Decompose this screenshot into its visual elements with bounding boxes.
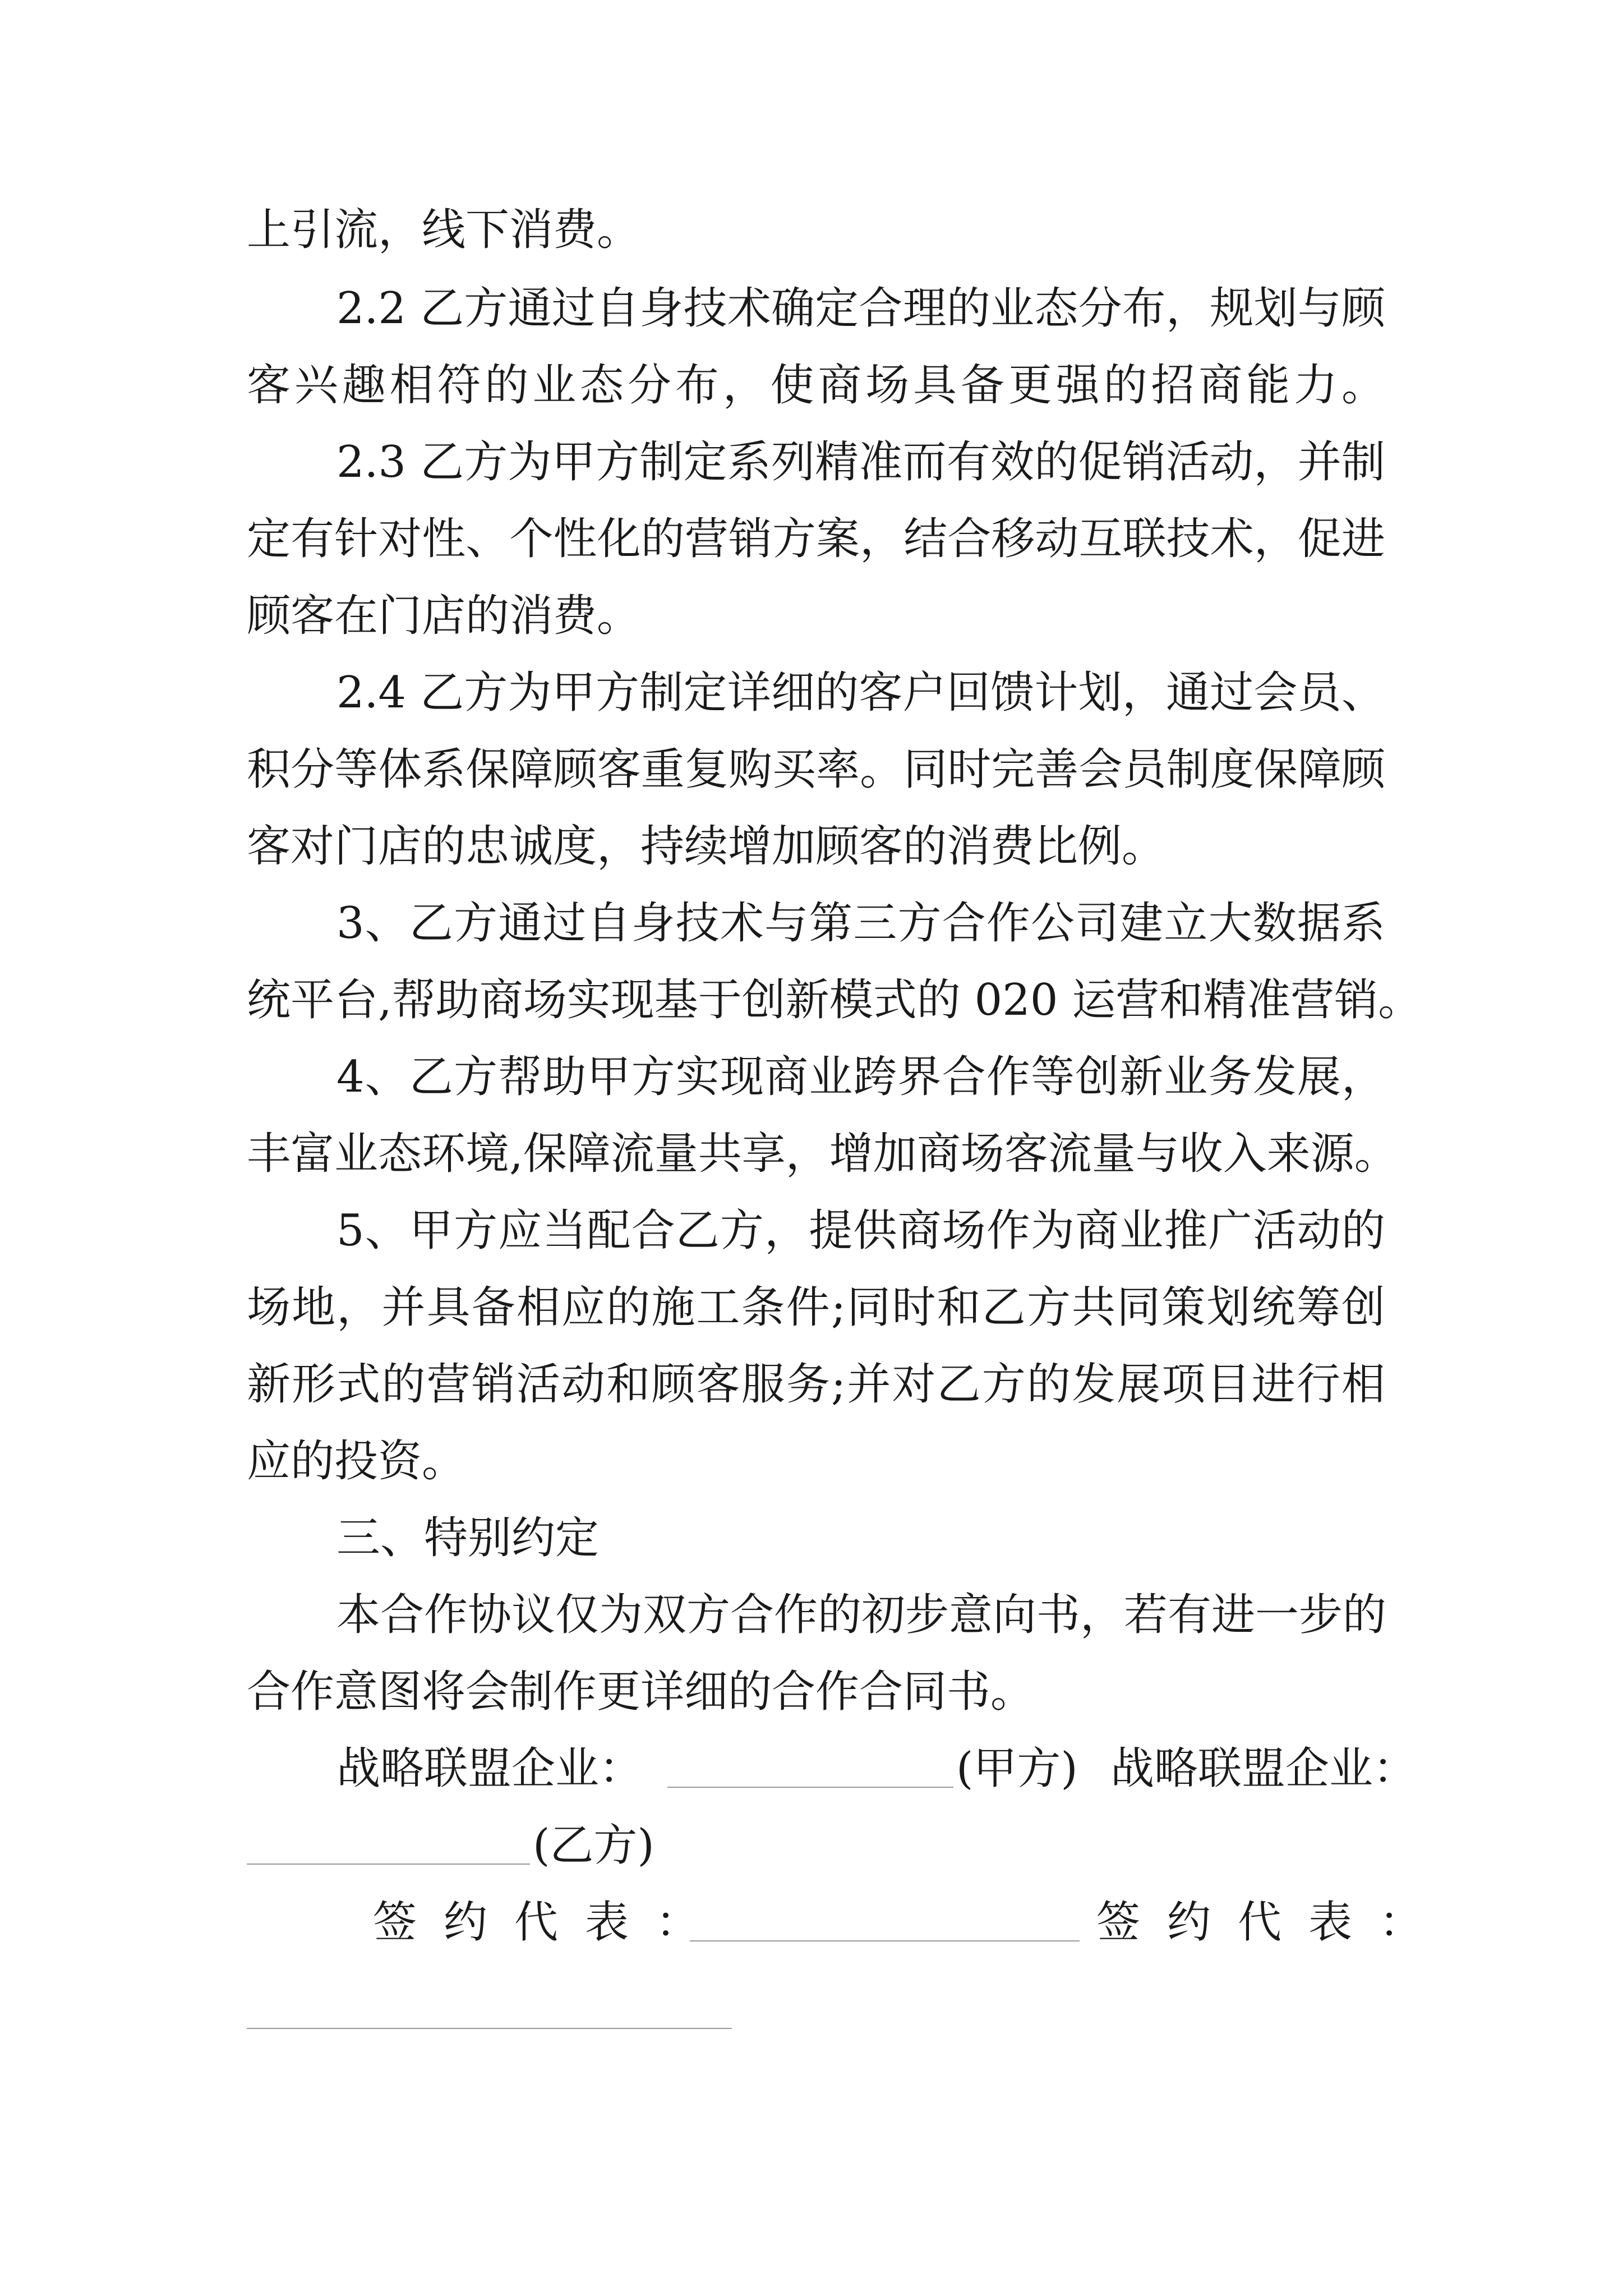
paragraph-line: 2.3 乙方为甲方制定系列精准而有效的促销活动，并制 <box>336 437 1385 487</box>
paragraph-line: 定有针对性、个性化的营销方案，结合移动互联技术，促进 <box>247 514 1385 564</box>
rep-a-signature-blank[interactable] <box>690 1940 1080 1941</box>
paragraph-line: 客兴趣相符的业态分布，使商场具备更强的招商能力。 <box>247 360 1385 411</box>
paragraph-line: 本合作协议仅为双方合作的初步意向书，若有进一步的 <box>336 1590 1387 1640</box>
paragraph-line: 新形式的营销活动和顾客服务;并对乙方的发展项目进行相 <box>247 1359 1385 1410</box>
party-a-suffix: (甲方) <box>956 1743 1078 1794</box>
paragraph-line: 应的投资。 <box>247 1436 466 1487</box>
enterprise-label-b: 战略联盟企业： <box>1110 1743 1417 1794</box>
section-heading: 三、特别约定 <box>336 1513 600 1563</box>
rep-label-a: 签约代表： <box>373 1897 727 1948</box>
party-b-suffix: (乙方) <box>533 1820 654 1871</box>
paragraph-line: 丰富业态环境,保障流量共享，增加商场客流量与收入来源。 <box>247 1129 1398 1179</box>
paragraph-line: 3、乙方通过自身技术与第三方合作公司建立大数据系 <box>336 898 1385 949</box>
paragraph-line: 5、甲方应当配合乙方，提供商场作为商业推广活动的 <box>336 1205 1385 1256</box>
paragraph-line: 场地，并具备相应的施工条件;同时和乙方共同策划统筹创 <box>247 1282 1385 1333</box>
paragraph-line: 4、乙方帮助甲方实现商业跨界合作等创新业务发展， <box>336 1052 1385 1102</box>
paragraph-line: 积分等体系保障顾客重复购买率。同时完善会员制度保障顾 <box>247 744 1385 795</box>
paragraph-line: 合作意图将会制作更详细的合作合同书。 <box>247 1667 1035 1717</box>
paragraph-line: 客对门店的忠诚度，持续增加顾客的消费比例。 <box>247 821 1166 872</box>
enterprise-label-a: 战略联盟企业： <box>336 1743 643 1794</box>
party-b-name-blank[interactable] <box>247 1864 530 1865</box>
paragraph-line: 上引流，线下消费。 <box>247 205 641 255</box>
rep-b-signature-blank[interactable] <box>247 2028 732 2029</box>
paragraph-line: 统平台,帮助商场实现基于创新模式的 020 运营和精准营销。 <box>247 975 1422 1025</box>
paragraph-line: 2.2 乙方通过自身技术确定合理的业态分布，规划与顾 <box>336 283 1385 334</box>
paragraph-line: 2.4 乙方为甲方制定详细的客户回馈计划，通过会员、 <box>336 668 1385 718</box>
rep-label-b: 签约代表： <box>1096 1897 1450 1948</box>
party-a-name-blank[interactable] <box>667 1787 953 1788</box>
paragraph-line: 顾客在门店的消费。 <box>247 591 641 641</box>
